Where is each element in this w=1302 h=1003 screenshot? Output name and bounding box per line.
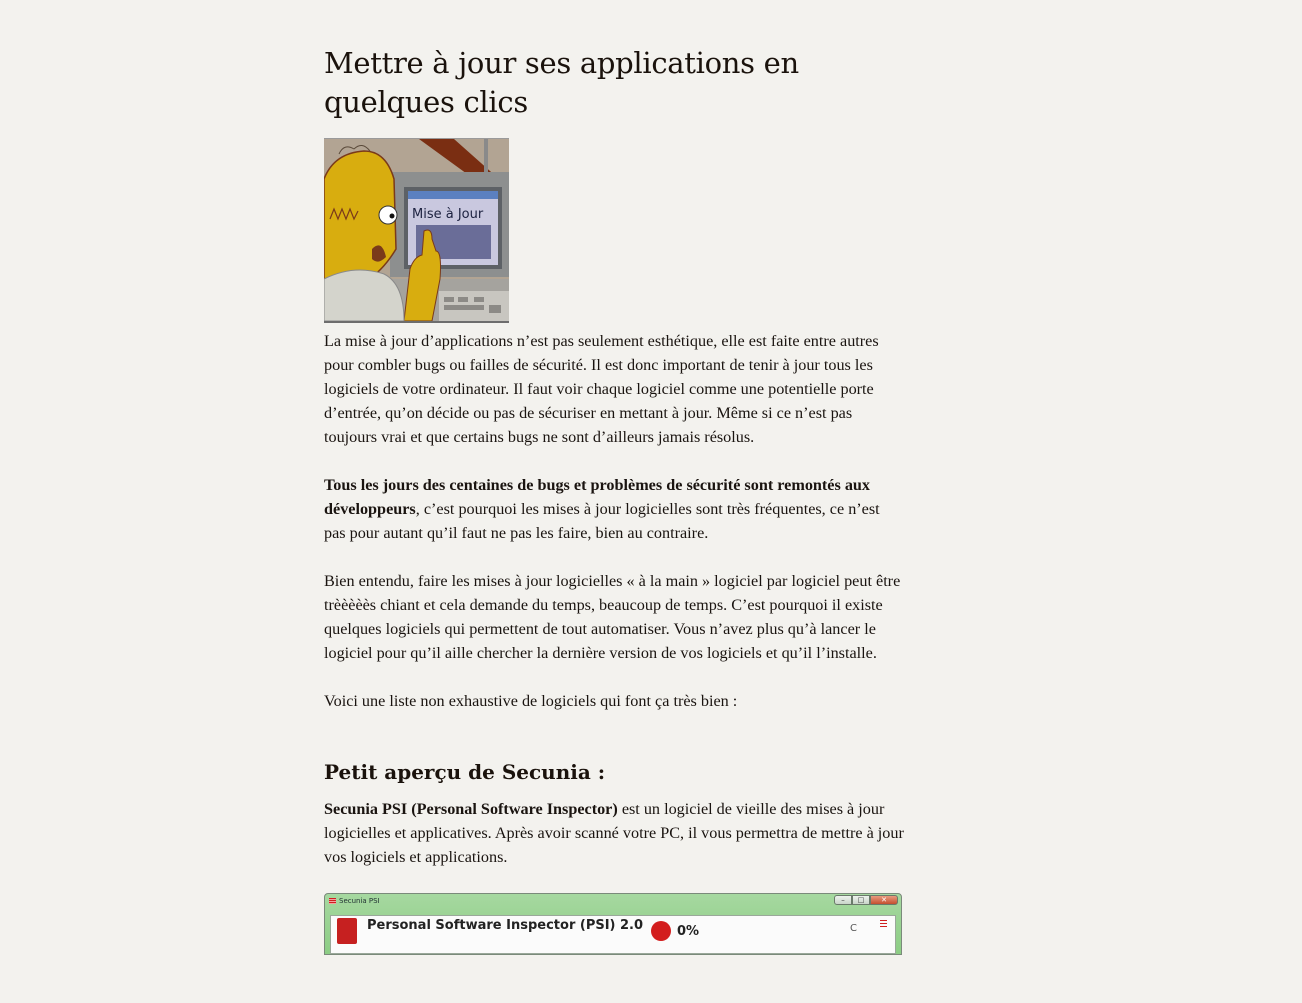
psi-menu-icon — [880, 920, 887, 928]
window-body — [330, 915, 896, 954]
minimize-icon: – — [834, 895, 852, 905]
status-dot-icon — [651, 921, 671, 941]
article-illustration — [324, 138, 509, 323]
window-title: Secunia PSI — [339, 897, 380, 905]
screen-text: Mise à Jour — [412, 207, 484, 222]
paragraph-secunia — [324, 797, 904, 869]
psi-extra-label: C — [850, 923, 857, 934]
close-icon: ✕ — [870, 895, 898, 905]
paragraph-list-intro: Voici une liste non exhaustive de logiciels qui font ça très bien : — [324, 692, 738, 710]
secunia-app-icon — [329, 898, 336, 904]
paragraph-bugs — [324, 473, 904, 545]
homer-computer-image — [324, 139, 509, 321]
window-titlebar — [329, 897, 380, 905]
secunia-name-bold: Secunia PSI (Personal Software Inspector) — [324, 800, 618, 818]
article-title[interactable]: Mettre à jour ses applications en quelques clics — [324, 46, 799, 119]
psi-score — [651, 921, 699, 941]
secunia-description: est un logiciel de vieille des mises à jour logicielles et applicatives. Après avoir scanné votre PC, il vous permettra de mettre à jour vos logiciels et applications. — [324, 800, 904, 866]
article — [324, 44, 904, 955]
paragraph-manual-updates: Bien entendu, faire les mises à jour logicielles « à la main » logiciel par logiciel peut être trèèèèès chiant et cela demande du temps, beaucoup de temps. C’est pourquoi il existe quelques logiciels qui permettent de tout automatiser. Vous n’avez plus qu’à lancer le logiciel pour qu’il aille chercher la dernière version de vos logiciels et qu’il l’installe. — [324, 572, 901, 662]
psi-score-value: 0% — [677, 923, 700, 939]
secunia-screenshot — [324, 893, 902, 955]
paragraph-bugs-bold: Tous les jours des centaines de bugs et problèmes de sécurité sont remontés aux développeurs — [324, 476, 871, 518]
section-title-secunia: Petit aperçu de Secunia : — [324, 760, 606, 784]
window-controls — [834, 895, 898, 905]
paragraph-bugs-text: , c’est pourquoi les mises à jour logicielles sont très fréquentes, ce n’est pas pour autant qu’il faut ne pas les faire, bien au contraire. — [324, 500, 880, 542]
maximize-icon: □ — [852, 895, 870, 905]
paragraph-intro: La mise à jour d’applications n’est pas seulement esthétique, elle est faite entre autres pour combler bugs ou failles de sécurité. Il est donc important de tenir à jour tous les logiciels de votre ordinateur. Il faut voir chaque logiciel comme une potentielle porte d’entrée, qu’on décide ou pas de sécuriser en mettant à jour. Même si ce n’est pas toujours vrai et que certains bugs ne sont d’ailleurs jamais résolus. — [324, 332, 879, 446]
psi-heading: Personal Software Inspector (PSI) 2.0 — [367, 918, 644, 933]
psi-logo-icon — [337, 918, 357, 944]
